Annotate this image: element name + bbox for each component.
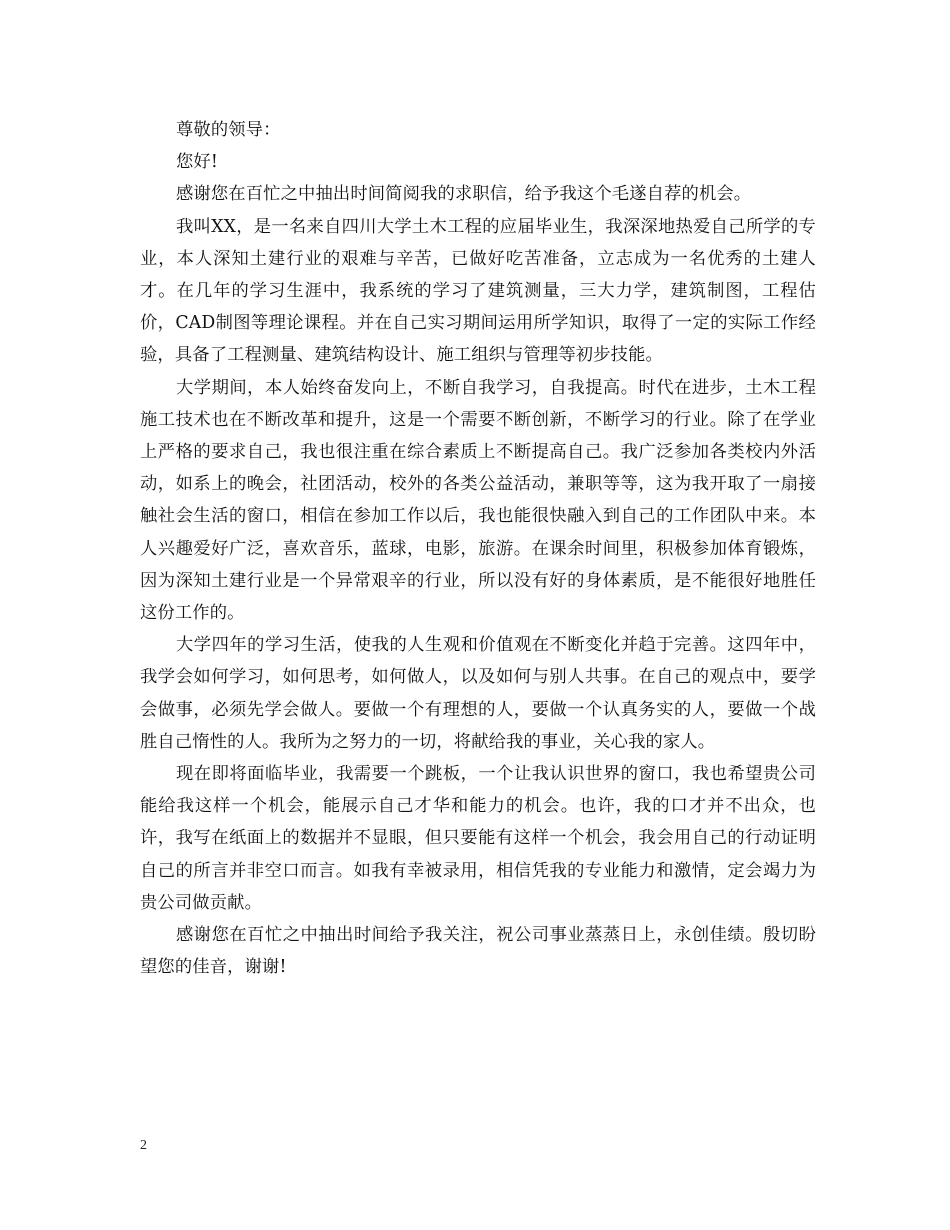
paragraph-closing: 感谢您在百忙之中抽出时间给予我关注，祝公司事业蒸蒸日上，永创佳绩。殷切盼望您的佳音，谢谢!: [140, 925, 816, 978]
salutation: 尊敬的领导：: [176, 120, 281, 140]
paragraph-thanks: 感谢您在百忙之中抽出时间简阅我的求职信，给予我这个毛遂自荐的机会。: [176, 184, 752, 205]
paragraph-introduction: 我叫XX，是一名来自四川大学土木工程的应届毕业生，我深深地热爱自己所学的专业，本人深知土建行业的艰难与辛苦，已做好吃苦准备，立志成为一名优秀的土建人才。在几年的学习生涯中，我系统的学习了建筑测量，三大力学，建筑制图，工程估价，CAD制图等理论课程。并在自己实习期间运用所学知识，取得了一定的实际工作经验，具备了工程测量、建筑结构设计、施工组织与管理等初步技能。: [140, 216, 816, 366]
greeting: 您好!: [176, 152, 218, 173]
paragraph-university-life: 大学期间，本人始终奋发向上，不断自我学习，自我提高。时代在进步，土木工程施工技术也在不断改革和提升，这是一个需要不断创新，不断学习的行业。除了在学业上严格的要求自己，我也很注重在综合素质上不断提高自己。我广泛参加各类校内外活动，如系上的晚会，社团活动，校外的各类公益活动，兼职等等，这为我开取了一扇接触社会生活的窗口，相信在参加工作以后，我也能很快融入到自己的工作团队中来。本人兴趣爱好广泛，喜欢音乐，蓝球，电影，旅游。在课余时间里，积极参加体育锻炼，因为深知土建行业是一个异常艰辛的行业，所以没有好的身体素质，是不能很好地胜任这份工作的。: [140, 377, 816, 624]
letter-body: [140, 114, 816, 983]
page-number: 2: [140, 1138, 147, 1153]
paragraph-request: 现在即将面临毕业，我需要一个跳板，一个让我认识世界的窗口，我也希望贵公司能给我这样一个机会，能展示自己才华和能力的机会。也许，我的口才并不出众，也许，我写在纸面上的数据并不显眼，但只要能有这样一个机会，我会用自己的行动证明自己的所言并非空口而言。如我有幸被录用，相信凭我的专业能力和激情，定会竭力为贵公司做贡献。: [140, 764, 816, 913]
paragraph-growth: 大学四年的学习生活，使我的人生观和价值观在不断变化并趋于完善。这四年中，我学会如何学习，如何思考，如何做人，以及如何与别人共事。在自己的观点中，要学会做事，必须先学会做人。要做一个有理想的人，要做一个认真务实的人，要做一个战胜自己惰性的人。我所为之努力的一切，将献给我的事业，关心我的家人。: [140, 635, 816, 752]
